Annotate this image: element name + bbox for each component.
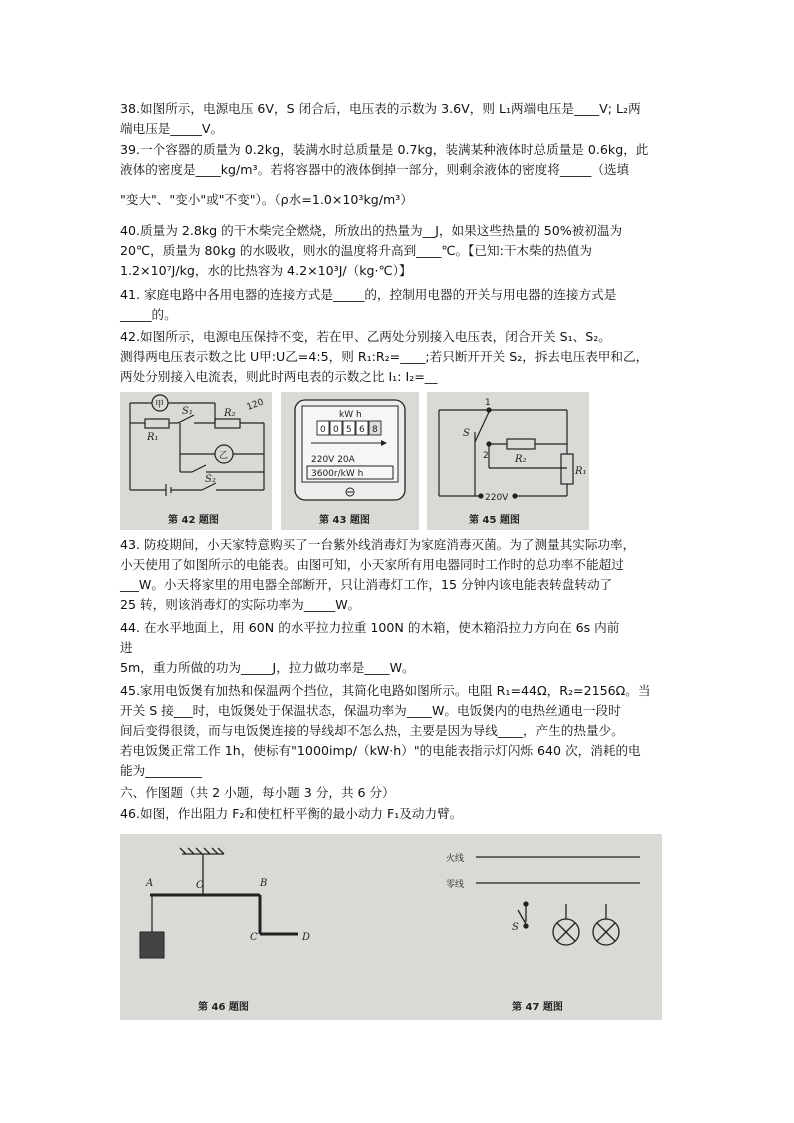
q38-line-2: 端电压是_____V。 xyxy=(120,121,224,136)
question-46 xyxy=(120,804,680,824)
fig45-node2: 2 xyxy=(483,451,489,461)
question-44 xyxy=(120,618,680,678)
q42-line-3: 两处分别接入电流表，则此时两电表的示数之比 I₁: I₂=__ xyxy=(120,369,438,384)
q39-line-1: 39.一个容器的质量为 0.2kg，装满水时总质量是 0.7kg，装满某种液体时总质量是 0.6kg，此 xyxy=(120,142,649,157)
fig46-caption: 第 46 题图 xyxy=(198,1002,249,1013)
fig43-rev: 3600r/kW h xyxy=(311,469,364,479)
fig42-jia-label: 甲 xyxy=(155,400,165,410)
q38-line-1: 38.如图所示，电源电压 6V，S 闭合后，电压表的示数为 3.6V，则 L₁两端电压是____V; L₂两 xyxy=(120,101,641,116)
q43-line-1: 43. 防疫期间，小天家特意购买了一台紫外线消毒灯为家庭消毒灭菌。为了测量其实际功率， xyxy=(120,537,636,552)
question-45 xyxy=(120,681,680,781)
fig42-r2-label: R₂ xyxy=(224,408,236,419)
q41-line-2: _____的。 xyxy=(120,307,177,322)
figure-42 xyxy=(120,392,272,530)
section-6-heading xyxy=(120,783,680,803)
fig46-point-c: C xyxy=(250,932,258,943)
section-6-title: 六、作图题（共 2 小题，每小题 3 分，共 6 分） xyxy=(120,785,395,800)
q44-line-2: 进 xyxy=(120,640,133,655)
meter-digit: 0 xyxy=(333,425,339,435)
fig42-caption: 第 42 题图 xyxy=(168,515,219,526)
q39-line-3: "变大"、"变小"或"不变"）。（ρ水=1.0×10³kg/m³） xyxy=(120,192,413,207)
question-40 xyxy=(120,221,680,281)
fig42-yi-label: 乙 xyxy=(219,451,229,461)
q46-line-1: 46.如图，作出阻力 F₂和使杠杆平衡的最小动力 F₁及动力臂。 xyxy=(120,806,463,821)
fig42-handwritten-note: 120 xyxy=(245,397,266,413)
q43-line-2: 小天使用了如图所示的电能表。由图可知，小天家所有用电器同时工作时的总功率不能超过 xyxy=(120,557,624,572)
meter-digit-row xyxy=(317,421,381,435)
q42-line-2: 测得两电压表示数之比 U甲:U乙=4:5，则 R₁:R₂=____;若只断开开关 S₂，拆去电压表甲和乙， xyxy=(120,349,649,364)
fig43-caption: 第 43 题图 xyxy=(319,515,370,526)
fig46-point-d: D xyxy=(302,932,311,943)
q45-line-1: 45.家用电饭煲有加热和保温两个挡位，其简化电路如图所示。电阻 R₁=44Ω，R₂=2156Ω。当 xyxy=(120,683,651,698)
question-38 xyxy=(120,99,680,139)
fig47-s-label: S xyxy=(512,922,519,933)
fig45-caption: 第 45 题图 xyxy=(469,515,520,526)
q39-line-2: 液体的密度是____kg/m³。若将容器中的液体倒掉一部分，则剩余液体的密度将_____（选填 xyxy=(120,162,630,177)
fig43-unit: kW h xyxy=(339,410,362,420)
q45-line-3: 间后变得很烫，而与电饭煲连接的导线却不怎么热，主要是因为导线____，产生的热量少。 xyxy=(120,723,624,738)
q40-line-3: 1.2×10⁷J/kg，水的比热容为 4.2×10³J/（kg·℃）】 xyxy=(120,263,412,278)
q41-line-1: 41. 家庭电路中各用电器的连接方式是_____的，控制用电器的开关与用电器的连接方式是 xyxy=(120,287,617,302)
fig42-s1-label: S₁ xyxy=(182,406,193,417)
question-39 xyxy=(120,140,680,180)
fig47-live-label: 火线 xyxy=(446,854,465,864)
fig45-s-label: S xyxy=(463,428,470,439)
fig42-r1-label: R₁ xyxy=(147,432,159,443)
fig45-voltage: 220V xyxy=(485,493,509,503)
fig46-point-o: O xyxy=(196,880,205,891)
q45-line-4: 若电饭煲正常工作 1h，使标有"1000imp/（kW·h）"的电能表指示灯闪烁 640 次，消耗的电 xyxy=(120,743,641,758)
meter-digit: 6 xyxy=(359,425,365,435)
meter-digit: 8 xyxy=(372,425,378,435)
q43-line-3: ___W。小天将家里的用电器全部断开，只让消毒灯工作，15 分钟内该电能表转盘转动了 xyxy=(120,577,613,592)
question-42 xyxy=(120,327,680,387)
q45-line-5: 能为_________ xyxy=(120,763,202,778)
fig45-r2-label: R₂ xyxy=(515,454,527,465)
fig43-rating: 220V 20A xyxy=(311,455,355,465)
fig45-node1: 1 xyxy=(485,398,491,408)
fig46-point-a: A xyxy=(146,878,154,889)
q44-line-1: 44. 在水平地面上，用 60N 的水平拉力拉重 100N 的木箱，使木箱沿拉力方向在 6s 内前 xyxy=(120,620,620,635)
q40-line-2: 20℃，质量为 80kg 的水吸收，则水的温度将升高到____℃。【已知:干木柴的热值为 xyxy=(120,243,592,258)
question-43 xyxy=(120,535,680,615)
q40-line-1: 40.质量为 2.8kg 的干木柴完全燃烧，所放出的热量为__J，如果这些热量的 50%被初温为 xyxy=(120,223,623,238)
q45-line-2: 开关 S 接___时，电饭煲处于保温状态，保温功率为____W。电饭煲内的电热丝通电一段时 xyxy=(120,703,621,718)
question-41 xyxy=(120,285,680,325)
fig47-caption: 第 47 题图 xyxy=(512,1002,563,1013)
q44-line-3: 5m，重力所做的功为_____J，拉力做功率是____W。 xyxy=(120,660,415,675)
question-39-cont xyxy=(120,190,680,210)
figure-43 xyxy=(281,392,419,530)
fig42-s2-label: S₂ xyxy=(205,474,216,485)
figure-45 xyxy=(427,392,589,530)
fig46-point-b: B xyxy=(260,878,268,889)
q42-line-1: 42.如图所示，电源电压保持不变，若在甲、乙两处分别接入电压表，闭合开关 S₁、S₂。 xyxy=(120,329,611,344)
fig45-r1-label: R₁ xyxy=(575,466,587,477)
figure-46-47 xyxy=(120,834,662,1020)
q43-line-4: 25 转，则该消毒灯的实际功率为_____W。 xyxy=(120,597,361,612)
meter-digit: 5 xyxy=(346,425,352,435)
meter-digit: 0 xyxy=(320,425,326,435)
fig47-neutral-label: 零线 xyxy=(446,880,465,890)
